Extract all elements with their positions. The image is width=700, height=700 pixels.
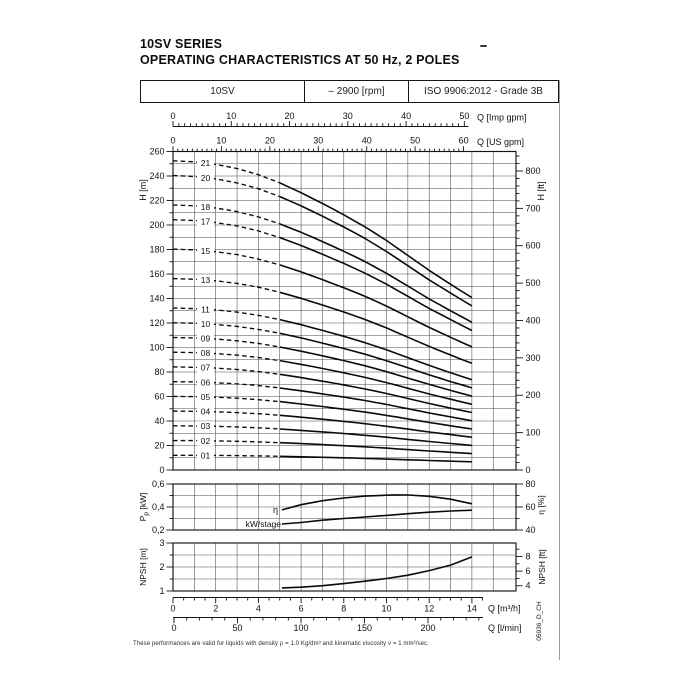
svg-text:6: 6 <box>298 603 304 614</box>
svg-text:140: 140 <box>149 293 165 304</box>
power-axis-right <box>516 479 546 535</box>
svg-text:η: η <box>272 504 278 515</box>
svg-text:20: 20 <box>154 440 165 451</box>
svg-text:02: 02 <box>200 435 211 446</box>
flow-ruler-m3h <box>170 598 520 614</box>
svg-text:30: 30 <box>342 111 353 121</box>
svg-text:4: 4 <box>525 580 531 591</box>
svg-text:06: 06 <box>200 377 211 388</box>
svg-text:120: 120 <box>149 318 165 328</box>
spec-cell-speed: – 2900 [rpm] <box>304 81 408 102</box>
head-axis-left <box>138 147 173 476</box>
svg-text:η [%]: η [%] <box>536 495 546 515</box>
svg-text:30: 30 <box>313 135 324 146</box>
svg-text:10: 10 <box>216 135 227 146</box>
svg-text:3: 3 <box>159 538 165 548</box>
npsh-curve <box>282 557 472 588</box>
svg-text:2: 2 <box>213 603 219 614</box>
svg-text:05936_D_CH: 05936_D_CH <box>536 601 543 641</box>
npsh-axis-left <box>138 538 173 596</box>
svg-text:200: 200 <box>149 220 165 230</box>
svg-text:2: 2 <box>159 562 165 572</box>
svg-text:0,4: 0,4 <box>151 502 165 512</box>
svg-text:Pp [kW]: $P_p$ [kW] <box>138 492 150 522</box>
svg-text:100: 100 <box>525 427 541 438</box>
svg-text:20: 20 <box>264 135 275 146</box>
page-subtitle: OPERATING CHARACTERISTICS AT 50 Hz, 2 POLES <box>140 53 460 67</box>
svg-text:18: 18 <box>200 202 211 213</box>
svg-text:80: 80 <box>154 367 165 377</box>
svg-text:50: 50 <box>410 135 421 146</box>
svg-text:15: 15 <box>200 245 211 256</box>
flow-ruler-lmin <box>171 618 521 634</box>
svg-text:1: 1 <box>159 586 165 596</box>
svg-text:60: 60 <box>154 391 165 402</box>
svg-text:150: 150 <box>357 623 373 633</box>
svg-text:50: 50 <box>459 111 470 121</box>
svg-text:12: 12 <box>424 603 435 614</box>
svg-text:0: 0 <box>159 465 165 475</box>
svg-text:0: 0 <box>170 603 176 614</box>
svg-text:14: 14 <box>466 603 477 614</box>
svg-text:H [m]: H [m] <box>138 179 148 201</box>
svg-text:20: 20 <box>200 172 211 183</box>
svg-text:NPSH [m]: NPSH [m] <box>138 548 148 586</box>
spec-cell-standard: ISO 9906:2012 - Grade 3B <box>408 81 558 102</box>
svg-text:180: 180 <box>149 244 165 255</box>
svg-text:H [ft]: H [ft] <box>536 181 546 201</box>
svg-text:21: 21 <box>200 158 211 169</box>
svg-text:NPSH [ft]: NPSH [ft] <box>537 549 547 585</box>
doc-code <box>536 601 543 641</box>
svg-text:50: 50 <box>232 623 243 633</box>
svg-text:Q [US gpm]: Q [US gpm] <box>477 137 525 147</box>
svg-text:160: 160 <box>149 269 165 279</box>
svg-text:Q [Imp gpm]: Q [Imp gpm] <box>477 112 527 123</box>
eta-curve <box>282 495 472 510</box>
svg-text:400: 400 <box>525 315 541 326</box>
svg-text:10: 10 <box>381 603 392 614</box>
svg-text:0: 0 <box>525 465 531 475</box>
svg-text:500: 500 <box>525 278 541 289</box>
svg-text:10: 10 <box>200 318 211 329</box>
svg-text:60: 60 <box>458 135 469 146</box>
svg-text:01: 01 <box>200 450 211 461</box>
svg-text:4: 4 <box>255 603 261 614</box>
flow-ruler-us-gpm <box>170 136 524 152</box>
svg-text:11: 11 <box>201 304 210 315</box>
svg-text:kW/stage: kW/stage <box>245 519 281 530</box>
svg-text:09: 09 <box>200 333 211 344</box>
svg-text:0: 0 <box>170 135 176 146</box>
svg-text:0,6: 0,6 <box>151 479 165 489</box>
svg-text:20: 20 <box>284 111 295 121</box>
svg-text:07: 07 <box>200 362 211 373</box>
page-title: 10SV SERIES <box>140 37 223 51</box>
svg-text:0: 0 <box>171 623 177 633</box>
svg-text:Q [l/min]: Q [l/min] <box>488 623 522 633</box>
svg-text:08: 08 <box>200 348 211 359</box>
svg-text:40: 40 <box>401 111 412 121</box>
footnote: These performances are valid for liquids with density ρ = 1.0 Kg/dm³ and kinematic viscosity ν = 1 mm²/sec. <box>133 641 429 647</box>
svg-text:300: 300 <box>525 352 541 363</box>
flow-ruler-imp-gpm <box>170 111 526 127</box>
svg-text:05: 05 <box>200 391 211 402</box>
svg-text:8: 8 <box>525 551 531 562</box>
svg-text:40: 40 <box>525 525 536 535</box>
svg-text:40: 40 <box>154 416 165 426</box>
svg-text:80: 80 <box>525 479 536 489</box>
head-axis-right <box>516 156 546 475</box>
svg-text:0: 0 <box>170 111 176 121</box>
svg-text:100: 100 <box>149 342 165 353</box>
svg-text:6: 6 <box>525 566 531 577</box>
svg-text:220: 220 <box>149 195 165 206</box>
spec-cell-model: 10SV <box>210 86 235 97</box>
svg-text:200: 200 <box>525 390 541 401</box>
svg-text:60: 60 <box>525 502 536 512</box>
svg-text:240: 240 <box>149 171 165 181</box>
power-chart-grid <box>173 484 516 530</box>
svg-text:13: 13 <box>200 275 211 286</box>
svg-text:03: 03 <box>200 421 211 432</box>
kw-per-stage-curve <box>282 510 472 524</box>
svg-text:0,2: 0,2 <box>151 525 165 535</box>
svg-text:Q [m³/h]: Q [m³/h] <box>488 603 521 614</box>
power-axis-left <box>138 479 173 535</box>
svg-text:10: 10 <box>226 111 237 121</box>
svg-text:800: 800 <box>525 165 541 176</box>
svg-text:260: 260 <box>149 146 165 157</box>
svg-text:04: 04 <box>200 406 211 417</box>
svg-text:40: 40 <box>361 135 372 146</box>
npsh-axis-right <box>516 549 547 591</box>
svg-text:8: 8 <box>341 603 347 614</box>
svg-text:600: 600 <box>525 240 541 251</box>
svg-text:17: 17 <box>200 216 211 227</box>
svg-text:100: 100 <box>293 623 309 633</box>
svg-text:200: 200 <box>420 623 436 633</box>
svg-text:700: 700 <box>525 203 541 214</box>
